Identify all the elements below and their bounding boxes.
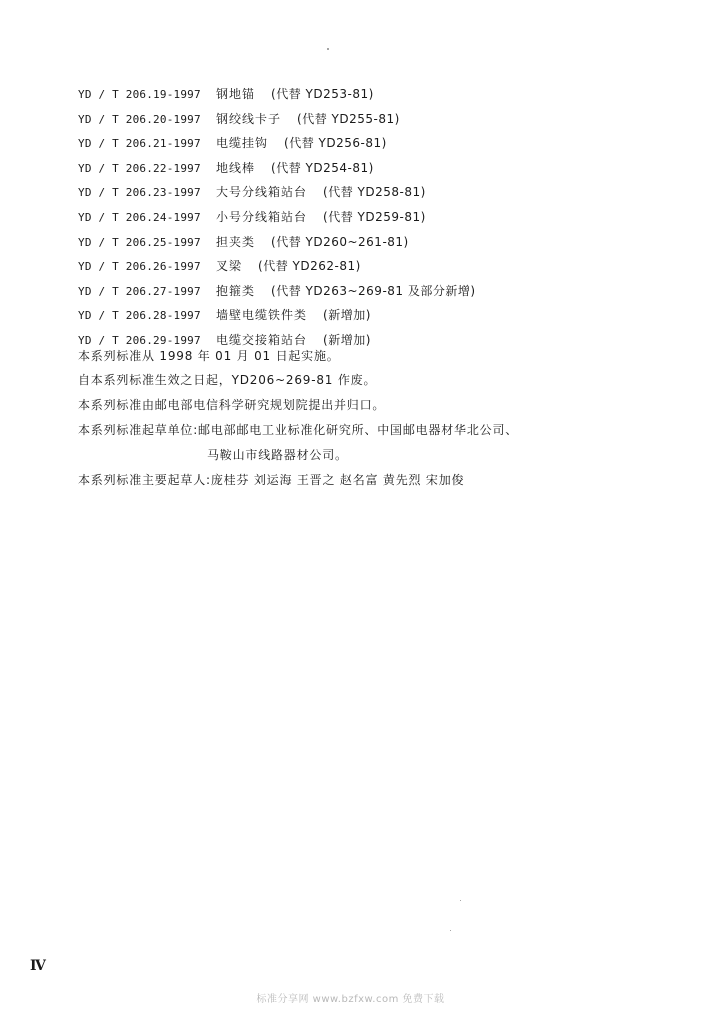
standard-entry [78,230,678,255]
scan-speck [450,930,451,931]
standard-replacement-note: (代替 YD256-81) [284,136,387,151]
standard-code: YD / T 206.21-1997 [78,137,201,151]
obsolete-notice-text: 自本系列标准生效之日起，YD206~269-81 作废。 [78,373,377,387]
standard-entry [78,131,678,156]
standard-title: 抱箍类 [216,283,256,298]
standard-entry [78,254,678,279]
standard-code: YD / T 206.24-1997 [78,210,201,224]
standard-replacement-note: (新增加) [323,332,371,347]
standard-entry [78,82,678,107]
drafting-units-text: 本系列标准起草单位:邮电部邮电工业标准化研究所、中国邮电器材华北公司、 [78,423,519,437]
standard-entry [78,205,678,230]
standard-title: 墙壁电缆铁件类 [216,308,308,323]
standard-code: YD / T 206.23-1997 [78,186,201,200]
standard-title: 叉梁 [216,259,243,274]
effective-date-text: 本系列标准从 1998 年 01 月 01 日起实施。 [78,349,340,363]
standard-code: YD / T 206.26-1997 [78,260,201,274]
drafters-text: 本系列标准主要起草人:庞桂芬 刘运海 王晋之 赵名富 黄先烈 宋加俊 [78,473,465,487]
drafting-units-continuation: 马鞍山市线路器材公司。 [207,448,348,462]
standard-code: YD / T 206.22-1997 [78,161,201,175]
proposer-text: 本系列标准由邮电部电信科学研究规划院提出并归口。 [78,398,386,412]
standard-replacement-note: (代替 YD259-81) [323,209,426,224]
standard-code: YD / T 206.25-1997 [78,235,201,249]
standard-entry [78,303,678,328]
standard-replacement-note: (新增加) [323,308,371,323]
standard-title: 电缆交接箱站台 [216,332,308,347]
standard-code: YD / T 206.20-1997 [78,112,201,126]
standard-entry [78,107,678,132]
standard-entry [78,156,678,181]
standard-replacement-note: (代替 YD260~261-81) [271,234,409,249]
standard-title: 电缆挂钩 [216,136,269,151]
standard-title: 大号分线箱站台 [216,185,308,200]
standard-code: YD / T 206.19-1997 [78,88,201,101]
page-number: Ⅳ [30,958,46,974]
standards-list [78,82,678,353]
standard-code: YD / T 206.27-1997 [78,284,201,298]
standard-entry [78,180,678,205]
standard-replacement-note: (代替 YD253-81) [271,87,374,101]
standard-title: 钢地锚 [216,87,256,101]
standard-title: 钢绞线卡子 [216,111,282,126]
standard-replacement-note: (代替 YD263~269-81 及部分新增) [271,283,476,298]
standard-code: YD / T 206.28-1997 [78,309,201,323]
standard-replacement-note: (代替 YD258-81) [323,185,426,200]
standard-code: YD / T 206.29-1997 [78,333,201,347]
standard-replacement-note: (代替 YD254-81) [271,160,374,175]
watermark-text: 标准分享网 www.bzfxw.com 免费下载 [256,994,445,1005]
scan-speck [460,900,461,901]
standard-replacement-note: (代替 YD262-81) [258,259,361,274]
scan-speck [327,48,329,50]
standard-title: 小号分线箱站台 [216,209,308,224]
standard-replacement-note: (代替 YD255-81) [297,111,400,126]
standard-entry [78,279,678,304]
standard-title: 担夹类 [216,234,256,249]
standard-title: 地线棒 [216,160,256,175]
